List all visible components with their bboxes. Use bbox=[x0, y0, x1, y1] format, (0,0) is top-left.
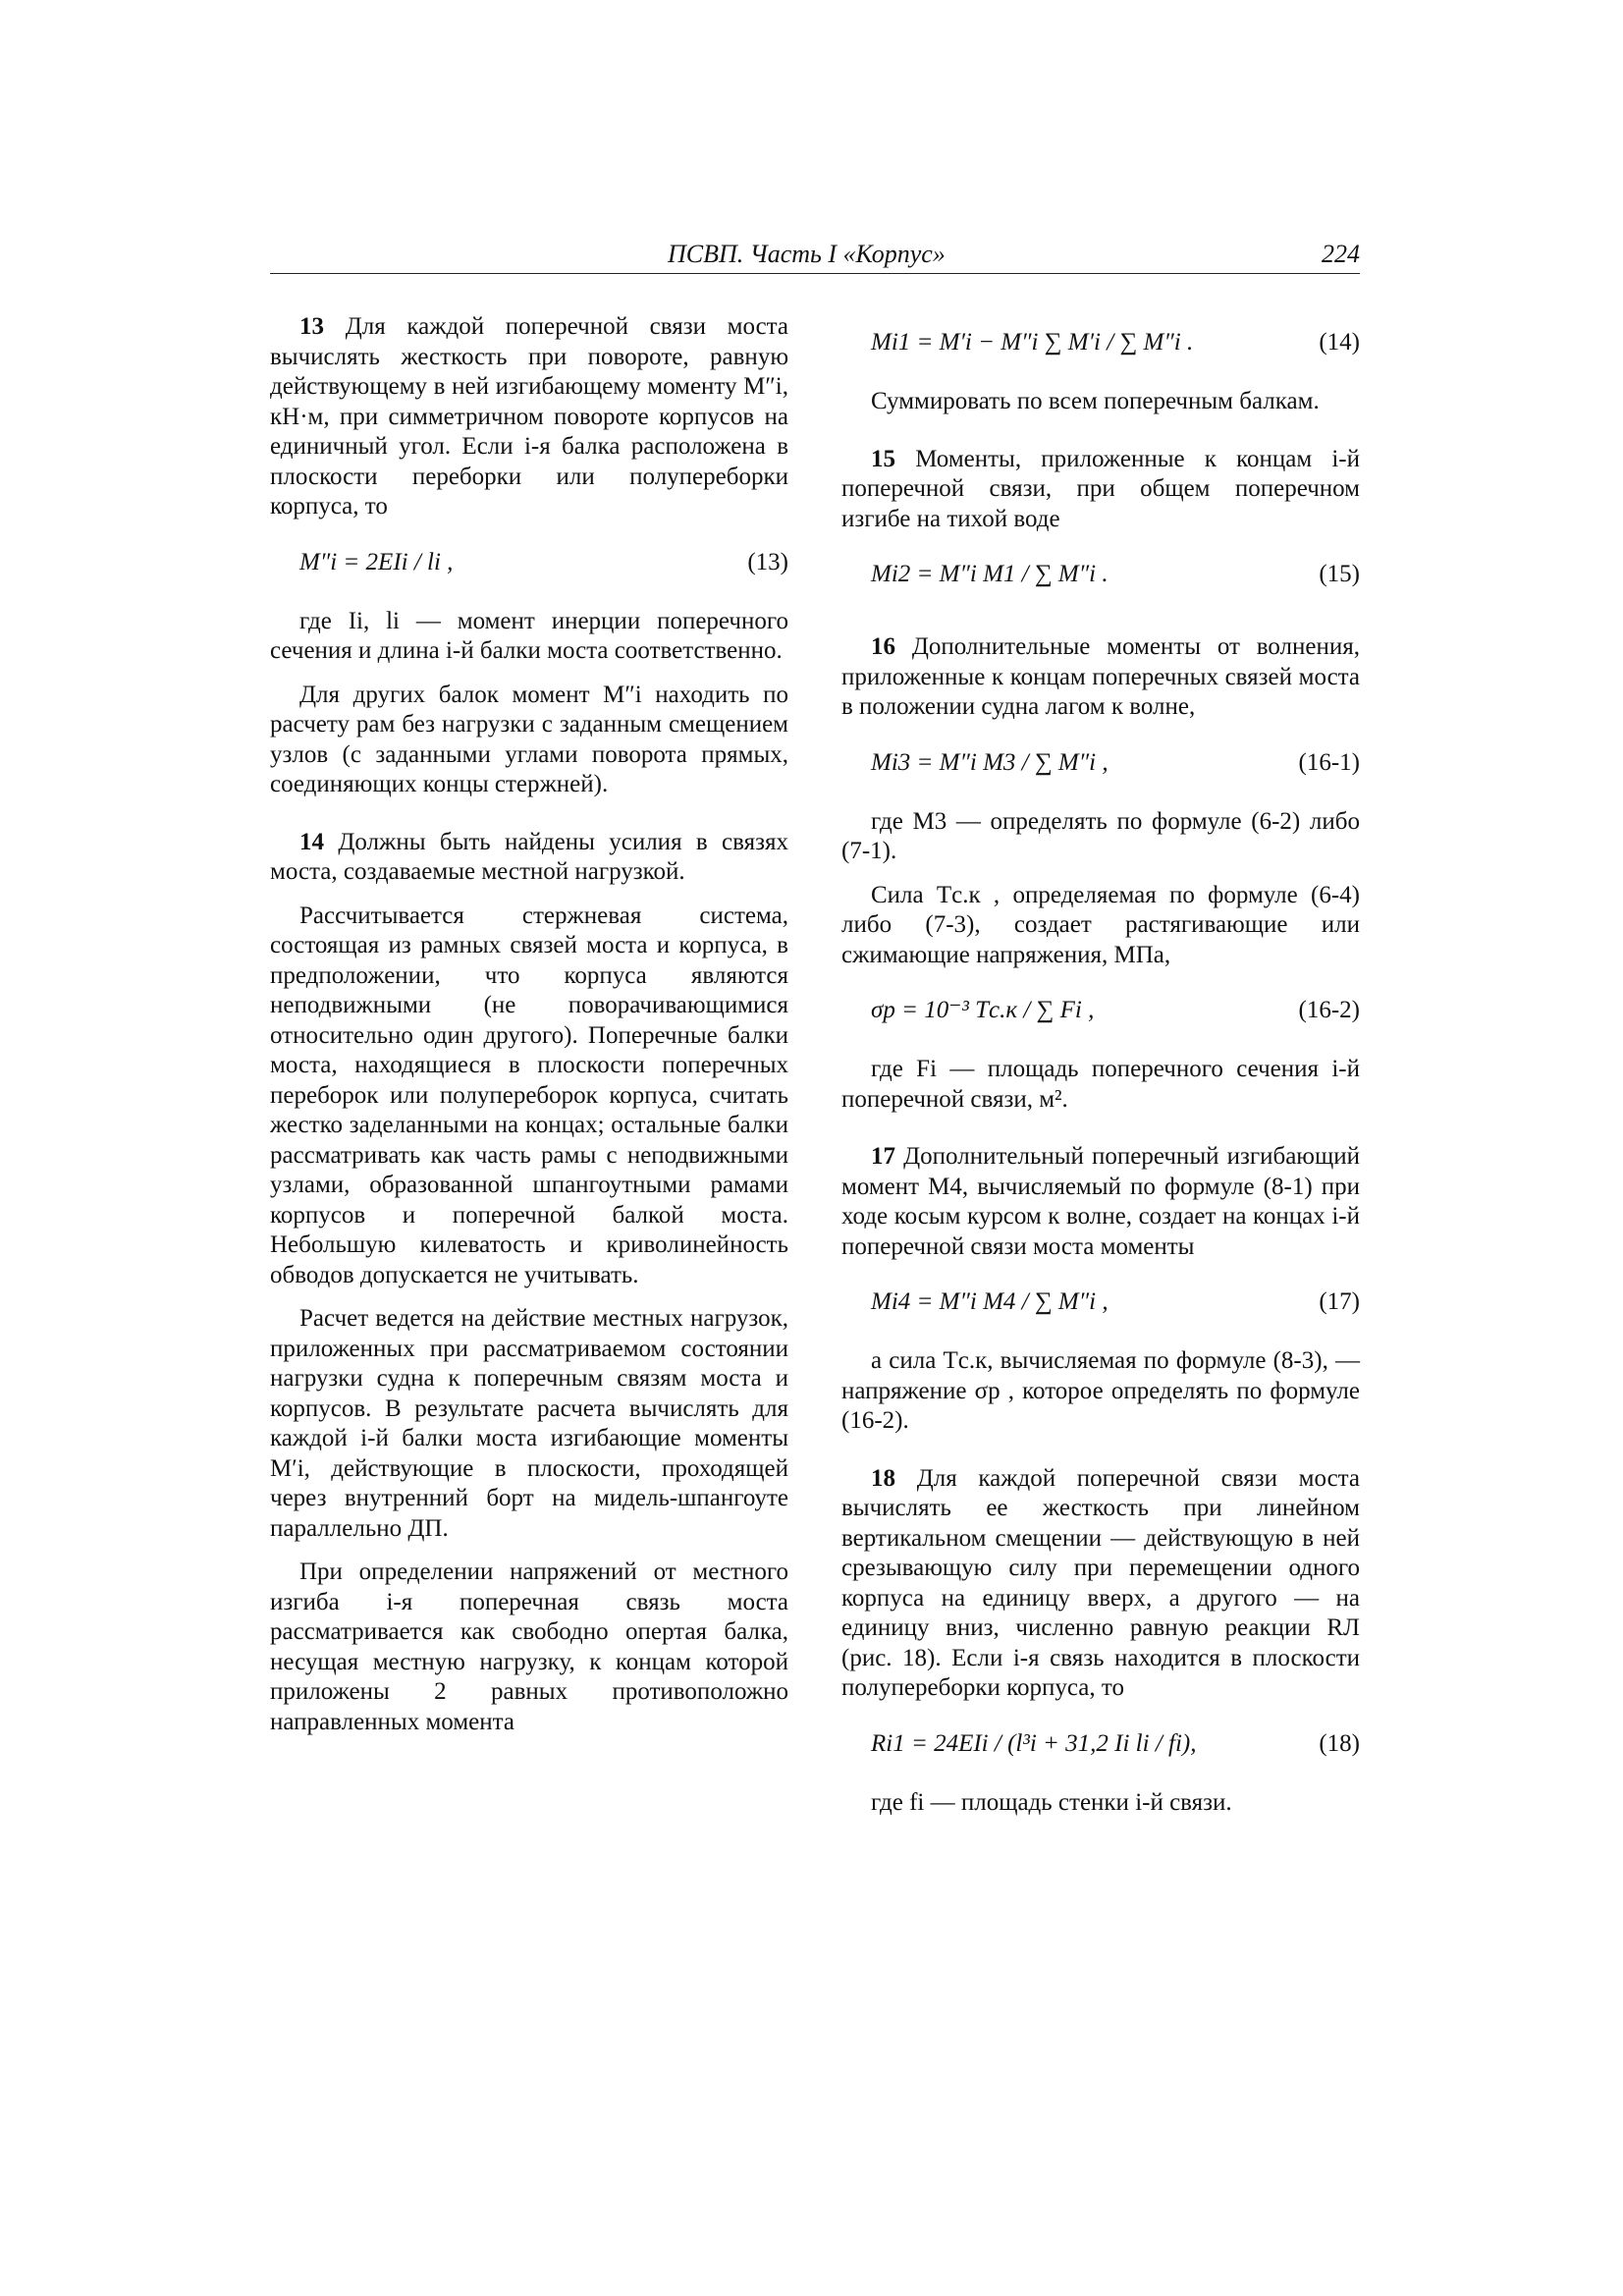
paragraph-14-stresses: При определении напряжений от местного изгиба i-я поперечная связь моста рассматривается как свободно опертая балка, несущая местную нагрузку, к концам которой приложены 2 равных противоположно направленных момента bbox=[270, 1558, 788, 1735]
formula-15-number: (15) bbox=[1319, 561, 1360, 587]
paragraph-17-force: а сила Tс.к, вычисляемая по формуле (8-3), — напряжение σр , которое определять по формуле (16-2). bbox=[841, 1347, 1360, 1434]
paragraph-13-other: Для других балок момент M″i находить по расчету рам без нагрузки с заданным смещением узлов (с заданными углами поворота прямых, соединяющих концы стержней). bbox=[270, 681, 788, 797]
formula-14-expression: Mi1 = M′i − M″i ∑ M′i / ∑ M″i . bbox=[871, 329, 1194, 355]
item-number-14: 14 bbox=[299, 828, 324, 855]
item-number-18: 18 bbox=[871, 1464, 895, 1492]
formula-16-1-expression: Mi3 = M″i M3 / ∑ M″i , bbox=[871, 748, 1109, 776]
page-number: 224 bbox=[1322, 240, 1360, 268]
formula-14-number: (14) bbox=[1319, 329, 1360, 355]
right-column bbox=[841, 312, 1360, 1831]
formula-13-number: (13) bbox=[747, 548, 788, 575]
left-column bbox=[270, 312, 788, 1751]
paragraph-16-area: где Fi — площадь поперечного сечения i-й поперечной связи, м². bbox=[841, 1056, 1360, 1113]
formula-15 bbox=[841, 548, 1360, 603]
paragraph-17: 17 Дополнительный поперечный изгибающий момент M4, вычисляемый по формуле (8-1) при ходе косым курсом к волне, создает на концах i-й поперечной связи моста моменты bbox=[841, 1143, 1360, 1260]
formula-16-1-number: (16-1) bbox=[1298, 748, 1360, 776]
formula-18-expression: Ri1 = 24EIi / (l³i + 31,2 Ii li / fi), bbox=[871, 1729, 1197, 1757]
formula-16-2-number: (16-2) bbox=[1298, 997, 1360, 1023]
paragraph-16: 16 Дополнительные моменты от волнения, приложенные к концам поперечных связей моста в положении судна лагом к волне, bbox=[841, 633, 1361, 720]
paragraph-14-system: Рассчитывается стержневая система, состоящая из рамных связей моста и корпуса, в предположении, что корпуса являются неподвижными (не поворачивающимися относительно один другого). Поперечные балки моста, находящиеся в плоскости поперечных переборок или полупереборок корпуса, считать жестко заделанными на концах; остальные балки рассматривать как часть рамы с неподвижными узлами, образованной шпангоутными рамами корпусов и поперечной балкой моста. Небольшую килеватость и криволинейность обводов допускается не учитывать. bbox=[270, 902, 788, 1288]
paragraph-18-where: где fi — площадь стенки i-й связи. bbox=[871, 1788, 1232, 1816]
running-header bbox=[270, 236, 1360, 274]
paragraph-16-where: где M3 — определять по формуле (6-2) либо (7-1). bbox=[841, 807, 1360, 864]
formula-18 bbox=[841, 1718, 1360, 1773]
paragraph-13: 13 Для каждой поперечной связи моста вычислять жесткость при повороте, равную действующему в ней изгибающему моменту M″i, кН·м, при симметричном повороте корпусов на единичный угол. Если i-я балка расположена в плоскости переборки или полупереборки корпуса, то bbox=[270, 313, 788, 519]
paragraph-15: 15 Моменты, приложенные к концам i-й поперечной связи, при общем поперечном изгибе на тихой воде bbox=[841, 445, 1361, 532]
formula-15-expression: Mi2 = M″i M1 / ∑ M″i . bbox=[871, 561, 1109, 587]
formula-17 bbox=[841, 1276, 1360, 1331]
paragraph-18: 18 Для каждой поперечной связи моста вычислять ее жесткость при линейном вертикальном смещении — действующую в ней срезывающую силу при перемещении одного корпуса на единицу вверх, а другого — на единицу вниз, численно равную реакции RЛ (рис. 18). Если i-я связь находится в плоскости полупереборки корпуса, то bbox=[841, 1464, 1360, 1701]
formula-16-2 bbox=[841, 984, 1360, 1039]
formula-14 bbox=[841, 316, 1360, 371]
formula-13 bbox=[270, 536, 788, 591]
paragraph-14-calculation: Расчет ведется на действие местных нагрузок, приложенных при рассматриваемом состоянии нагрузки судна к поперечным связям моста и корпусов. В результате расчета вычислять для каждой i-й балки моста изгибающие моменты M′i, действующие в плоскости, проходящей через внутренний борт на мидель-шпангоуте параллельно ДП. bbox=[270, 1305, 788, 1542]
paragraph-16-force: Сила Tс.к , определяемая по формуле (6-4) либо (7-3), создает растягивающие или сжимающие напряжения, МПа, bbox=[841, 881, 1360, 968]
item-number-15: 15 bbox=[871, 445, 895, 472]
formula-18-number: (18) bbox=[1319, 1729, 1360, 1757]
formula-16-1 bbox=[841, 737, 1360, 792]
paragraph-14: 14 Должны быть найдены усилия в связях моста, создаваемые местной нагрузкой. bbox=[270, 828, 789, 885]
formula-16-2-expression: σр = 10⁻³ Tс.к / ∑ Fi , bbox=[871, 997, 1095, 1023]
paragraph-14-sum: Суммировать по всем поперечным балкам. bbox=[871, 388, 1320, 414]
formula-13-expression: M″i = 2EIi / li , bbox=[299, 548, 454, 575]
header-title: ПСВП. Часть I «Корпус» bbox=[668, 240, 946, 268]
paragraph-13-where: где Ii, li — момент инерции поперечного сечения и длина i-й балки моста соответственно. bbox=[270, 607, 788, 664]
formula-17-expression: Mi4 = M″i M4 / ∑ M″i , bbox=[871, 1288, 1109, 1315]
formula-17-number: (17) bbox=[1319, 1288, 1360, 1315]
item-number-13: 13 bbox=[299, 313, 324, 340]
item-number-17: 17 bbox=[871, 1143, 895, 1170]
item-number-16: 16 bbox=[871, 633, 895, 660]
